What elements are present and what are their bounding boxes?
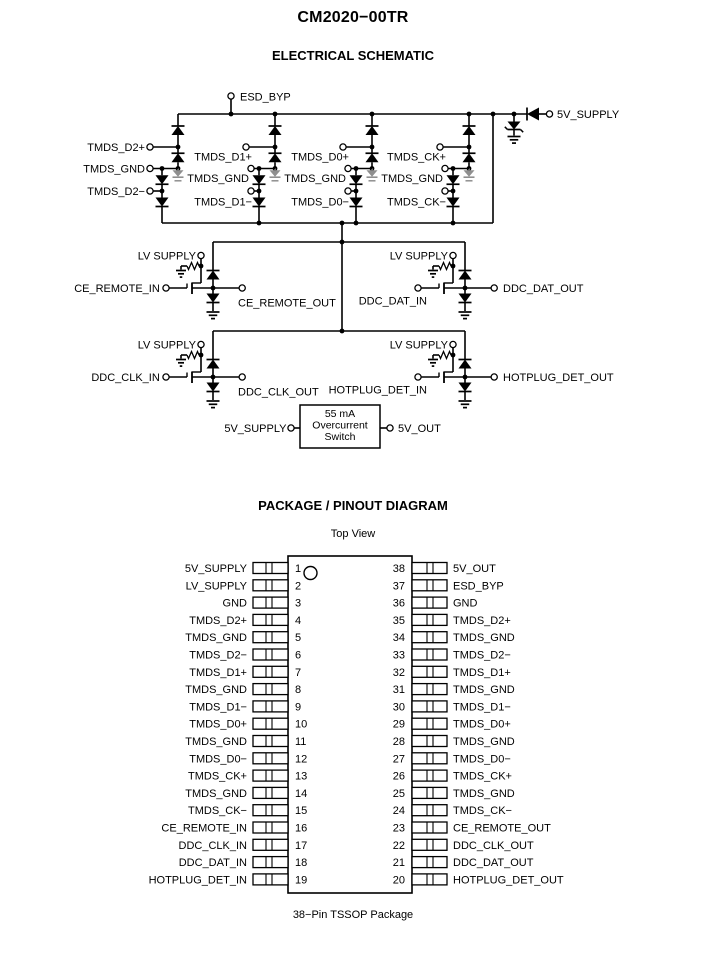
- pin-19-hotplug-det-in-label: HOTPLUG_DET_IN: [148, 874, 247, 887]
- terminal: [163, 374, 169, 380]
- pin-number-28: 28: [392, 736, 405, 748]
- pin-24-tmds-ck-label: TMDS_CK−: [453, 805, 512, 818]
- pin-3-gnd-label: GND: [222, 597, 247, 610]
- pin-number-2: 2: [295, 580, 302, 593]
- pin-number-6: 6: [295, 649, 302, 662]
- terminal: [442, 188, 448, 194]
- pin-number-25: 25: [392, 787, 405, 800]
- pin-17-ddc-clk-in-label: DDC_CLK_IN: [178, 839, 247, 852]
- tmds-d2-label: TMDS_D2+: [87, 141, 145, 154]
- diode-icon: [508, 122, 521, 130]
- diode-icon: [350, 198, 363, 207]
- pin-lead: [412, 787, 447, 798]
- terminal: [340, 144, 346, 150]
- pin-number-4: 4: [295, 614, 302, 627]
- pin-8-tmds-gnd-label: TMDS_GND: [185, 684, 247, 697]
- pin-5-tmds-gnd-label: TMDS_GND: [185, 632, 247, 645]
- diode-icon: [156, 175, 169, 184]
- pin-lead: [253, 580, 288, 591]
- pin-number-33: 33: [392, 649, 405, 662]
- supply-5v-top-label: 5V_SUPPLY: [557, 109, 620, 121]
- pin-lead: [412, 666, 447, 677]
- tmds-d2-label: TMDS_D2−: [87, 185, 145, 198]
- tmds-ck-label: TMDS_CK+: [387, 151, 446, 164]
- diode-icon: [207, 383, 220, 392]
- ce-remote-out-label: CE_REMOTE_OUT: [238, 297, 336, 310]
- pin-lead: [412, 839, 447, 850]
- pin-33-tmds-d2-label: TMDS_D2−: [453, 649, 511, 662]
- terminal: [491, 285, 497, 291]
- pin-number-29: 29: [392, 718, 405, 731]
- diode-icon: [253, 175, 266, 184]
- diode-icon: [156, 198, 169, 207]
- pin-number-21: 21: [392, 857, 405, 870]
- overcurrent-switch-text: Overcurrent: [312, 419, 368, 432]
- pin-lead: [412, 857, 447, 868]
- terminal: [239, 374, 245, 380]
- ocs-input-label: 5V_SUPPLY: [224, 423, 287, 435]
- hotplug-det-out-label: HOTPLUG_DET_OUT: [503, 372, 614, 384]
- pin-number-36: 36: [392, 597, 405, 610]
- terminal: [450, 252, 456, 258]
- terminal: [243, 144, 249, 150]
- pin-number-22: 22: [392, 839, 405, 852]
- pin-20-hotplug-det-out-label: HOTPLUG_DET_OUT: [453, 874, 564, 887]
- terminal: [228, 93, 234, 99]
- diode-icon: [350, 175, 363, 184]
- terminal: [415, 285, 421, 291]
- pin-lead: [412, 614, 447, 625]
- diode-icon: [459, 360, 472, 369]
- diode-icon: [447, 198, 460, 207]
- pin-6-tmds-d2-label: TMDS_D2−: [189, 649, 247, 662]
- diode-icon: [207, 294, 220, 303]
- junction-dot: [229, 112, 234, 117]
- lv-supply-label: LV SUPPLY: [389, 339, 448, 352]
- pin-number-37: 37: [392, 580, 405, 593]
- pin-lead: [253, 857, 288, 868]
- tmds-gnd-label: TMDS_GND: [381, 173, 443, 185]
- pin-number-7: 7: [295, 666, 302, 679]
- pin-lead: [253, 787, 288, 798]
- pin-lead: [412, 874, 447, 885]
- diode-icon: [172, 153, 185, 162]
- diode-icon: [447, 175, 460, 184]
- diode-icon: [173, 170, 184, 177]
- hotplug-det-in-label: HOTPLUG_DET_IN: [328, 384, 427, 397]
- diode-icon: [207, 271, 220, 280]
- pin-28-tmds-gnd-label: TMDS_GND: [453, 736, 515, 748]
- pin-lead: [253, 701, 288, 712]
- pin-23-ce-remote-out-label: CE_REMOTE_OUT: [453, 822, 551, 835]
- junction-dot: [451, 264, 456, 269]
- pin-number-27: 27: [392, 753, 405, 766]
- pin-2-lv-supply-label: LV_SUPPLY: [185, 580, 247, 593]
- tmds-d0-label: TMDS_D0−: [291, 196, 349, 209]
- terminal: [288, 425, 294, 431]
- wire: [505, 127, 508, 130]
- pin-30-tmds-d1-label: TMDS_D1−: [453, 701, 511, 714]
- pin-lead: [253, 597, 288, 608]
- pin-4-tmds-d2-label: TMDS_D2+: [189, 614, 247, 627]
- terminal: [248, 165, 254, 171]
- package-caption-label: 38−Pin TSSOP Package: [292, 909, 414, 921]
- pin-number-34: 34: [392, 632, 405, 645]
- pin-number-23: 23: [392, 822, 405, 835]
- pin-26-tmds-ck-label: TMDS_CK+: [453, 770, 512, 783]
- diode-icon: [269, 153, 282, 162]
- diode-icon: [269, 126, 282, 135]
- terminal: [546, 111, 552, 117]
- pin-number-19: 19: [295, 874, 308, 887]
- pin-number-1: 1: [295, 563, 302, 575]
- pin-1-5v-supply-label: 5V_SUPPLY: [184, 563, 247, 575]
- tmds-gnd-label: TMDS_GND: [83, 163, 145, 176]
- ddc-dat-out-label: DDC_DAT_OUT: [503, 283, 584, 295]
- pin-10-tmds-d0-label: TMDS_D0+: [189, 718, 247, 731]
- terminal: [198, 252, 204, 258]
- pin-lead: [412, 632, 447, 643]
- terminal: [147, 144, 153, 150]
- resistor-icon: [187, 263, 199, 270]
- junction-dot: [273, 112, 278, 117]
- lv-supply-label: LV SUPPLY: [389, 250, 448, 263]
- pin-lead: [253, 805, 288, 816]
- junction-dot: [257, 221, 262, 226]
- wire: [521, 130, 524, 133]
- pin-35-tmds-d2-label: TMDS_D2+: [453, 614, 511, 627]
- pin-34-tmds-gnd-label: TMDS_GND: [453, 632, 515, 645]
- lv-supply-label: LV SUPPLY: [137, 250, 196, 263]
- junction-dot: [199, 353, 204, 358]
- pin-31-tmds-gnd-label: TMDS_GND: [453, 684, 515, 697]
- pin-lead: [253, 614, 288, 625]
- pin-lead: [412, 684, 447, 695]
- terminal: [345, 165, 351, 171]
- terminal: [198, 341, 204, 347]
- tmds-gnd-label: TMDS_GND: [187, 173, 249, 185]
- pin-number-26: 26: [392, 770, 405, 783]
- pin-lead: [253, 874, 288, 885]
- pin-11-tmds-gnd-label: TMDS_GND: [185, 736, 247, 748]
- pin-lead: [253, 649, 288, 660]
- diode-icon: [464, 170, 475, 177]
- pin-lead: [253, 632, 288, 643]
- diode-icon: [172, 126, 185, 135]
- pin-lead: [253, 563, 288, 574]
- pin-lead: [253, 684, 288, 695]
- resistor-icon: [439, 263, 451, 270]
- diode-icon: [459, 383, 472, 392]
- pin-number-38: 38: [392, 563, 405, 575]
- junction-dot: [467, 112, 472, 117]
- ddc-clk-in-label: DDC_CLK_IN: [91, 372, 160, 384]
- pin-lead: [412, 753, 447, 764]
- pin-13-tmds-ck-label: TMDS_CK+: [188, 770, 247, 783]
- diode-icon: [253, 198, 266, 207]
- diode-icon: [367, 170, 378, 177]
- pin-number-5: 5: [295, 632, 302, 645]
- terminal: [147, 188, 153, 194]
- pin-lead: [412, 597, 447, 608]
- pin-number-11: 11: [295, 736, 307, 748]
- junction-dot: [199, 264, 204, 269]
- pin1-indicator: [304, 567, 317, 580]
- pin-lead: [412, 718, 447, 729]
- diode-icon: [463, 153, 476, 162]
- resistor-icon: [439, 352, 451, 359]
- junction-dot: [370, 112, 375, 117]
- pin-number-8: 8: [295, 684, 302, 697]
- pin-lead: [412, 563, 447, 574]
- pin-lead: [412, 649, 447, 660]
- pin-number-10: 10: [295, 718, 308, 731]
- ocs-output-label: 5V_OUT: [398, 423, 441, 435]
- schematic-heading: ELECTRICAL SCHEMATIC: [271, 48, 435, 63]
- pin-number-17: 17: [295, 839, 308, 852]
- junction-dot: [354, 221, 359, 226]
- tmds-d0-label: TMDS_D0+: [291, 151, 349, 164]
- pin-lead: [412, 736, 447, 747]
- pin-lead: [253, 770, 288, 781]
- pin-lead: [253, 839, 288, 850]
- pin-32-tmds-d1-label: TMDS_D1+: [453, 666, 511, 679]
- pin-lead: [412, 822, 447, 833]
- ddc-dat-in-label: DDC_DAT_IN: [358, 295, 427, 308]
- pin-12-tmds-d0-label: TMDS_D0−: [189, 753, 247, 766]
- package-heading: PACKAGE / PINOUT DIAGRAM: [258, 498, 448, 513]
- pin-38-5v-out-label: 5V_OUT: [453, 563, 496, 575]
- diode-icon: [459, 271, 472, 280]
- top-view-label: Top View: [330, 528, 376, 540]
- ddc-clk-out-label: DDC_CLK_OUT: [238, 386, 319, 399]
- terminal: [415, 374, 421, 380]
- pin-37-esd-byp-label: ESD_BYP: [453, 580, 504, 593]
- pin-lead: [253, 666, 288, 677]
- diode-icon: [459, 294, 472, 303]
- diode-icon: [527, 108, 539, 121]
- pin-number-15: 15: [295, 805, 308, 818]
- pin-lead: [412, 770, 447, 781]
- pin-27-tmds-d0-label: TMDS_D0−: [453, 753, 511, 766]
- pin-number-18: 18: [295, 857, 308, 870]
- pin-14-tmds-gnd-label: TMDS_GND: [185, 787, 247, 800]
- overcurrent-switch-text: Switch: [324, 431, 356, 443]
- esd-byp-label: ESD_BYP: [240, 91, 291, 104]
- pin-16-ce-remote-in-label: CE_REMOTE_IN: [161, 822, 247, 835]
- pin-lead: [253, 753, 288, 764]
- diode-icon: [366, 126, 379, 135]
- pin-29-tmds-d0-label: TMDS_D0+: [453, 718, 511, 731]
- pin-number-30: 30: [392, 701, 405, 714]
- pin-15-tmds-ck-label: TMDS_CK−: [188, 805, 247, 818]
- pin-21-ddc-dat-out-label: DDC_DAT_OUT: [453, 857, 534, 870]
- terminal: [248, 188, 254, 194]
- overcurrent-switch-text: 55 mA: [324, 408, 356, 420]
- pin-number-35: 35: [392, 614, 405, 627]
- junction-dot: [451, 353, 456, 358]
- pin-number-9: 9: [295, 701, 302, 714]
- junction-dot: [491, 112, 496, 117]
- pin-lead: [253, 736, 288, 747]
- pin-number-13: 13: [295, 770, 308, 783]
- diode-icon: [463, 126, 476, 135]
- resistor-icon: [187, 352, 199, 359]
- pin-36-gnd-label: GND: [453, 597, 478, 610]
- terminal: [345, 188, 351, 194]
- pin-25-tmds-gnd-label: TMDS_GND: [453, 787, 515, 800]
- terminal: [491, 374, 497, 380]
- lv-supply-label: LV SUPPLY: [137, 339, 196, 352]
- terminal: [387, 425, 393, 431]
- tmds-d1-label: TMDS_D1−: [194, 196, 252, 209]
- tmds-gnd-label: TMDS_GND: [284, 173, 346, 185]
- ce-remote-in-label: CE_REMOTE_IN: [74, 283, 160, 295]
- junction-dot: [451, 221, 456, 226]
- terminal: [442, 165, 448, 171]
- pin-7-tmds-d1-label: TMDS_D1+: [189, 666, 247, 679]
- pin-9-tmds-d1-label: TMDS_D1−: [189, 701, 247, 714]
- pin-number-3: 3: [295, 597, 302, 610]
- pin-lead: [412, 580, 447, 591]
- page-title: CM2020−00TR: [297, 9, 409, 26]
- terminal: [239, 285, 245, 291]
- pin-number-12: 12: [295, 753, 308, 766]
- pin-number-31: 31: [392, 684, 405, 697]
- terminal: [147, 165, 153, 171]
- pin-lead: [412, 805, 447, 816]
- pin-18-ddc-dat-in-label: DDC_DAT_IN: [178, 857, 247, 870]
- pin-number-24: 24: [392, 805, 405, 818]
- tmds-ck-label: TMDS_CK−: [387, 196, 446, 209]
- diode-icon: [270, 170, 281, 177]
- diode-icon: [207, 360, 220, 369]
- diode-icon: [366, 153, 379, 162]
- pin-number-14: 14: [295, 787, 308, 800]
- terminal: [450, 341, 456, 347]
- pin-number-20: 20: [392, 874, 405, 887]
- terminal: [437, 144, 443, 150]
- pin-lead: [253, 718, 288, 729]
- tmds-d1-label: TMDS_D1+: [194, 151, 252, 164]
- terminal: [163, 285, 169, 291]
- pin-lead: [253, 822, 288, 833]
- pin-22-ddc-clk-out-label: DDC_CLK_OUT: [453, 839, 534, 852]
- pin-number-32: 32: [392, 666, 405, 679]
- pin-lead: [412, 701, 447, 712]
- pin-number-16: 16: [295, 822, 308, 835]
